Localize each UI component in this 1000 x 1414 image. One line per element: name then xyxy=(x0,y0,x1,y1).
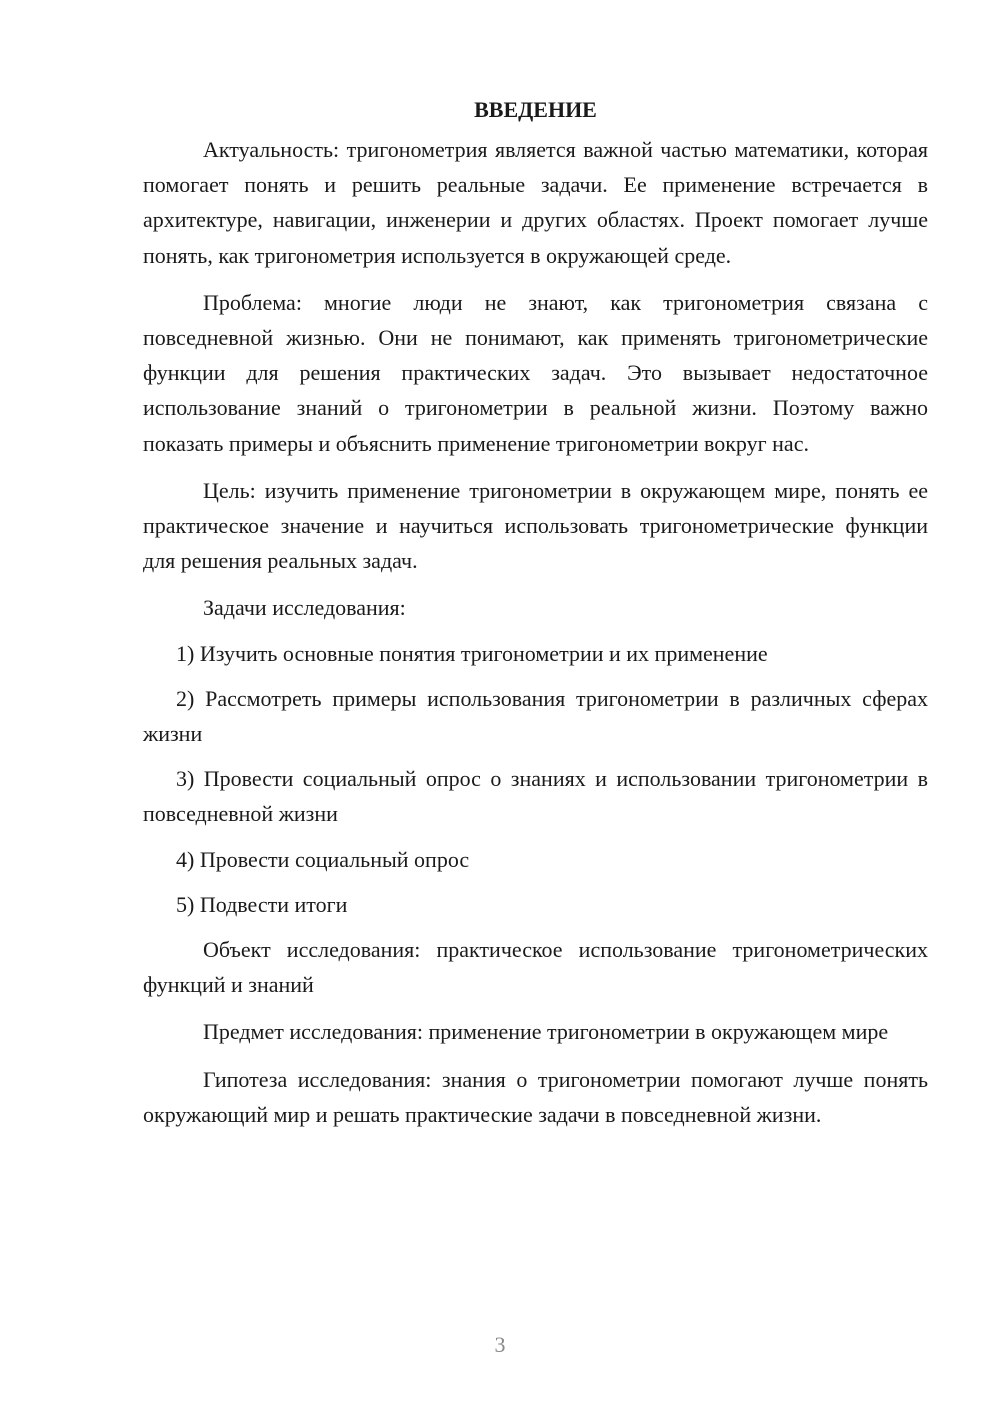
task-item-5: 5) Подвести итоги xyxy=(176,891,348,917)
task-item-3: 3) Провести социальный опрос о знаниях и использовании тригонометрии в повседневной жизни xyxy=(143,766,928,827)
task-item-1: 1) Изучить основные понятия тригонометрии и их применение xyxy=(176,640,768,666)
paragraph-goal: Цель: изучить применение тригонометрии в окружающем мире, понять ее практическое значение и научиться использовать тригонометрические функции для решения реальных задач. xyxy=(143,477,928,574)
paragraph-tasks-heading: Задачи исследования: xyxy=(203,595,406,621)
paragraph-hypothesis: Гипотеза исследования: знания о тригонометрии помогают лучше понять окружающий мир и решать практические задачи в повседневной жизни. xyxy=(143,1066,928,1127)
paragraph-subject: Предмет исследования: применение тригонометрии в окружающем мире xyxy=(203,1019,889,1045)
document-page xyxy=(143,92,928,1144)
paragraph-problem: Проблема: многие люди не знают, как тригонометрия связана с повседневной жизнью. Они не понимают, как применять тригонометрические функции для решения практических задач. Это вызывает недостаточное использование знаний о тригонометрии в реальной жизни. Поэтому важно показать примеры и объяснить применение тригонометрии вокруг нас. xyxy=(143,289,928,456)
section-title: ВВЕДЕНИЕ xyxy=(474,97,597,122)
page-number: 3 xyxy=(494,1332,506,1357)
task-item-4: 4) Провести социальный опрос xyxy=(176,846,470,872)
task-item-2: 2) Рассмотреть примеры использования тригонометрии в различных сферах жизни xyxy=(143,685,928,747)
paragraph-object: Объект исследования: практическое использование тригонометрических функций и знаний xyxy=(143,937,928,998)
paragraph-relevance: Актуальность: тригонометрия является важной частью математики, которая помогает понять и решить реальные задачи. Ее применение встречается в архитектуре, навигации, инженерии и других областях. Проект помогает лучше понять, как тригонометрия используется в окружающей среде. xyxy=(143,137,928,268)
